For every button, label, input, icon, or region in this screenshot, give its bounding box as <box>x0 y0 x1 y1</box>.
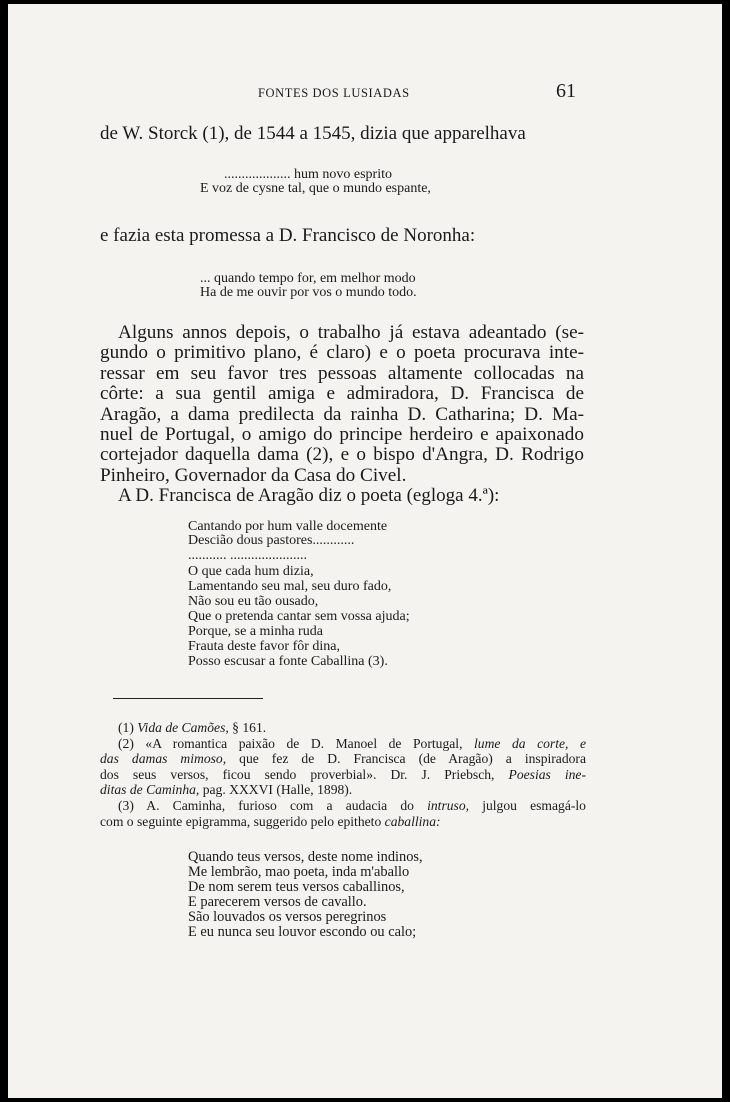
epigram-line-6: E eu nunca seu louvor escondo ou calo; <box>188 924 417 940</box>
epigram-line-2: Me lembrão, mao poeta, inda m'aballo <box>188 864 410 880</box>
footnote-text: com o seguinte epigramma, suggerido pelo epitheto <box>100 813 382 829</box>
paragraph-line: côrte: a sua gentil amiga e admiradora, D. Francisca de <box>100 383 584 405</box>
running-header: FONTES DOS LUSIADAS <box>258 86 410 100</box>
footnote-italic: Poesias ine- <box>508 766 586 782</box>
main-paragraph <box>100 323 584 486</box>
footnote-rule <box>113 698 263 699</box>
footnote-italic: lume da corte, e <box>474 735 587 751</box>
paragraph-line: Aragão, a dama predilecta da rainha D. Catharina; D. Ma- <box>100 403 584 425</box>
paragraph-line: gundo o primitivo plano, é claro) e o poeta procurava inte- <box>100 342 584 364</box>
verse3-line-7: Que o pretenda cantar sem vossa ajuda; <box>188 609 410 624</box>
epigram-line-3: De nom serem teus versos caballinos, <box>188 879 405 895</box>
paragraph-line: nuel de Portugal, o amigo do principe herdeiro e apaixonado <box>100 423 584 445</box>
footnote-text: A. Caminha, furioso com a audacia do <box>146 797 414 813</box>
footnote-italic: ditas de Caminha, <box>100 782 200 798</box>
verse3-line-4: O que cada hum dizia, <box>188 564 314 579</box>
footnote-mark: (1) <box>118 720 134 735</box>
footnotes <box>100 720 586 829</box>
paragraph-line: Alguns annos depois, o trabalho já estava adeantado (se- <box>118 322 584 343</box>
book-page <box>8 4 722 1098</box>
verse3-line-9: Frauta deste favor fôr dina, <box>188 639 340 654</box>
footnote-mark: (2) <box>118 735 134 751</box>
verse1-line-1: ................... hum novo esprito <box>224 167 392 182</box>
footnote-mark: (3) <box>118 797 134 813</box>
footnote-italic: caballina: <box>384 813 441 829</box>
paragraph-line: ressar em seu favor tres pessoas altamente collocadas na <box>100 362 584 384</box>
footnote-2-line <box>100 767 586 783</box>
intro-line: de W. Storck (1), de 1544 a 1545, dizia que apparelhava <box>100 123 526 144</box>
footnote-2-line <box>100 751 586 767</box>
verse3-line-10: Posso escusar a fonte Caballina (3). <box>188 654 388 669</box>
paragraph-line: Pinheiro, Governador da Casa do Civel. <box>100 464 407 486</box>
footnote-ref: § 161. <box>232 720 267 735</box>
verse1-line-2: E voz de cysne tal, que o mundo espante, <box>200 181 431 196</box>
verse3-line-2: Descião dous pastores............ <box>188 533 355 548</box>
footnote-2-line <box>100 782 586 798</box>
eclogue-intro: A D. Francisca de Aragão diz o poeta (egloga 4.ª): <box>118 485 500 506</box>
footnote-2-line <box>100 736 586 752</box>
verse2-line-1: ... quando tempo for, em melhor modo <box>200 271 416 286</box>
paragraph-line: cortejador daquella dama (2), e o bispo d'Angra, D. Rodrigo <box>100 444 584 466</box>
verse3-line-5: Lamentando seu mal, seu duro fado, <box>188 579 392 594</box>
footnote-text: «A romantica paixão de D. Manoel de Portugal, <box>145 735 463 751</box>
footnote-title: Vida de Camões, <box>137 720 229 735</box>
verse3-line-3: ........... ...................... <box>188 548 307 563</box>
promise-line: e fazia esta promessa a D. Francisco de Noronha: <box>100 225 476 246</box>
footnote-3-line <box>100 814 586 830</box>
footnote-text: dos seus versos, ficou sendo proverbial». Dr. J. Priebsch, <box>100 766 495 782</box>
epigram-line-5: São louvados os versos peregrinos <box>188 909 387 925</box>
footnote-text: julgou esmagá-lo <box>482 797 586 813</box>
footnote-text: que fez de D. Francisca (de Aragão) a inspiradora <box>239 751 586 767</box>
verse2-line-2: Ha de me ouvir por vos o mundo todo. <box>200 285 417 300</box>
footnote-text: pag. XXXVI (Halle, 1898). <box>202 782 353 798</box>
footnote-italic: das damas mimoso, <box>100 751 227 767</box>
footnote-italic: intruso, <box>427 797 470 813</box>
verse3-line-6: Não sou eu tão ousado, <box>188 594 319 609</box>
footnote-1 <box>100 720 586 736</box>
epigram-line-4: E parecerem versos de cavallo. <box>188 894 367 910</box>
verse3-line-8: Porque, se a minha ruda <box>188 624 323 639</box>
page-number: 61 <box>556 80 576 102</box>
verse3-line-1: Cantando por hum valle docemente <box>188 519 388 534</box>
epigram-line-1: Quando teus versos, deste nome indinos, <box>188 849 423 865</box>
footnote-3-line <box>100 798 586 814</box>
